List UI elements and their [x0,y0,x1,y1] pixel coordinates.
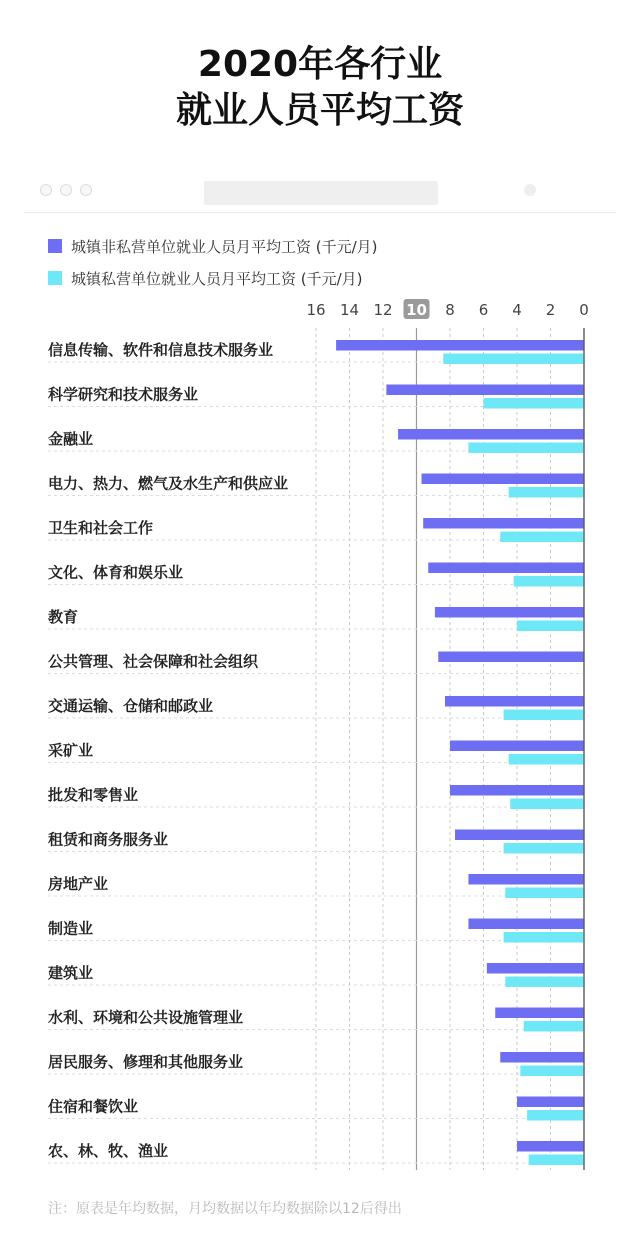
legend-swatch-nonprivate [48,239,62,253]
x-tick-label: 2 [545,301,556,319]
bar-private [500,532,584,543]
legend-label-private: 城镇私营单位就业人员月平均工资 (千元/月) [71,269,363,288]
bar-nonprivate [517,1097,584,1108]
category-label: 交通运输、仓储和邮政业 [48,697,214,715]
category-label: 金融业 [48,430,94,448]
x-tick-label: 10 [406,301,427,319]
bar-nonprivate [438,652,584,663]
bar-nonprivate [455,830,584,841]
legend-label-nonprivate: 城镇非私营单位就业人员月平均工资 (千元/月) [71,237,378,256]
x-tick-label: 4 [512,301,522,319]
bar-nonprivate [423,518,584,529]
bar-chart [0,290,640,1180]
bar-nonprivate [336,340,584,351]
bar-nonprivate [445,696,584,707]
category-label: 水利、环境和公共设施管理业 [48,1008,244,1027]
legend-item-nonprivate [48,230,378,262]
x-tick-label: 16 [306,301,326,319]
title-line-1: 2020年各行业 [197,44,443,85]
address-bar[interactable] [204,181,438,205]
x-tick-label: 12 [373,301,393,319]
category-label: 文化、体育和娱乐业 [48,563,184,582]
bar-private [509,487,584,498]
bar-private [504,932,584,943]
legend-swatch-private [48,271,62,285]
bar-private [517,621,584,632]
category-label: 居民服务、修理和其他服务业 [48,1053,244,1071]
x-tick-label: 8 [445,301,455,319]
footnote: 注：原表是年均数据，月均数据以年均数据除以12后得出 [48,1201,402,1217]
bar-nonprivate [495,1008,584,1019]
category-label: 批发和零售业 [48,786,139,804]
category-label: 采矿业 [48,741,94,760]
bar-nonprivate [450,785,584,796]
circle-icon [524,184,536,196]
bar-private [484,398,585,409]
bar-private [505,888,584,899]
bar-nonprivate [487,963,584,974]
bar-private [510,799,584,810]
bar-nonprivate [435,607,584,618]
title-line-2: 就业人员平均工资 [175,90,464,131]
bar-nonprivate [398,429,584,440]
bar-private [527,1110,584,1121]
legend [48,230,378,294]
category-label: 建筑业 [48,964,94,982]
chart-title [0,42,640,134]
bar-private [514,576,584,587]
category-label: 科学研究和技术服务业 [48,385,199,404]
category-label: 农、林、牧、渔业 [48,1142,169,1160]
bar-private [505,977,584,988]
bar-nonprivate [500,1052,584,1063]
window-toolbar [24,170,616,213]
bar-private [468,443,584,454]
bar-nonprivate [428,563,584,574]
x-tick-label: 6 [478,301,489,319]
category-label: 教育 [48,608,79,626]
x-tick-label: 0 [579,301,589,319]
bar-private [504,843,584,854]
bar-private [509,754,584,765]
category-label: 电力、热力、燃气及水生产和供应业 [48,474,289,493]
no-entry-icon[interactable] [80,184,92,196]
category-label: 公共管理、社会保障和社会组织 [48,652,259,671]
category-label: 房地产业 [48,875,109,893]
bar-private [524,1021,584,1032]
bar-private [529,1155,584,1166]
bar-nonprivate [422,474,584,485]
bar-nonprivate [386,385,584,396]
category-label: 制造业 [48,919,94,938]
bar-nonprivate [468,919,584,930]
bar-nonprivate [468,874,584,885]
x-tick-label: 14 [339,301,360,319]
bar-private [520,1066,584,1077]
category-label: 租赁和商务服务业 [48,830,169,849]
category-label: 信息传输、软件和信息技术服务业 [48,341,274,359]
category-label: 住宿和餐饮业 [48,1097,139,1116]
bar-nonprivate [517,1141,584,1152]
minimize-icon[interactable] [60,184,72,196]
bar-nonprivate [450,741,584,752]
category-label: 卫生和社会工作 [48,519,154,537]
close-icon[interactable] [40,184,52,196]
bar-private [504,710,584,721]
bar-private [443,354,584,365]
